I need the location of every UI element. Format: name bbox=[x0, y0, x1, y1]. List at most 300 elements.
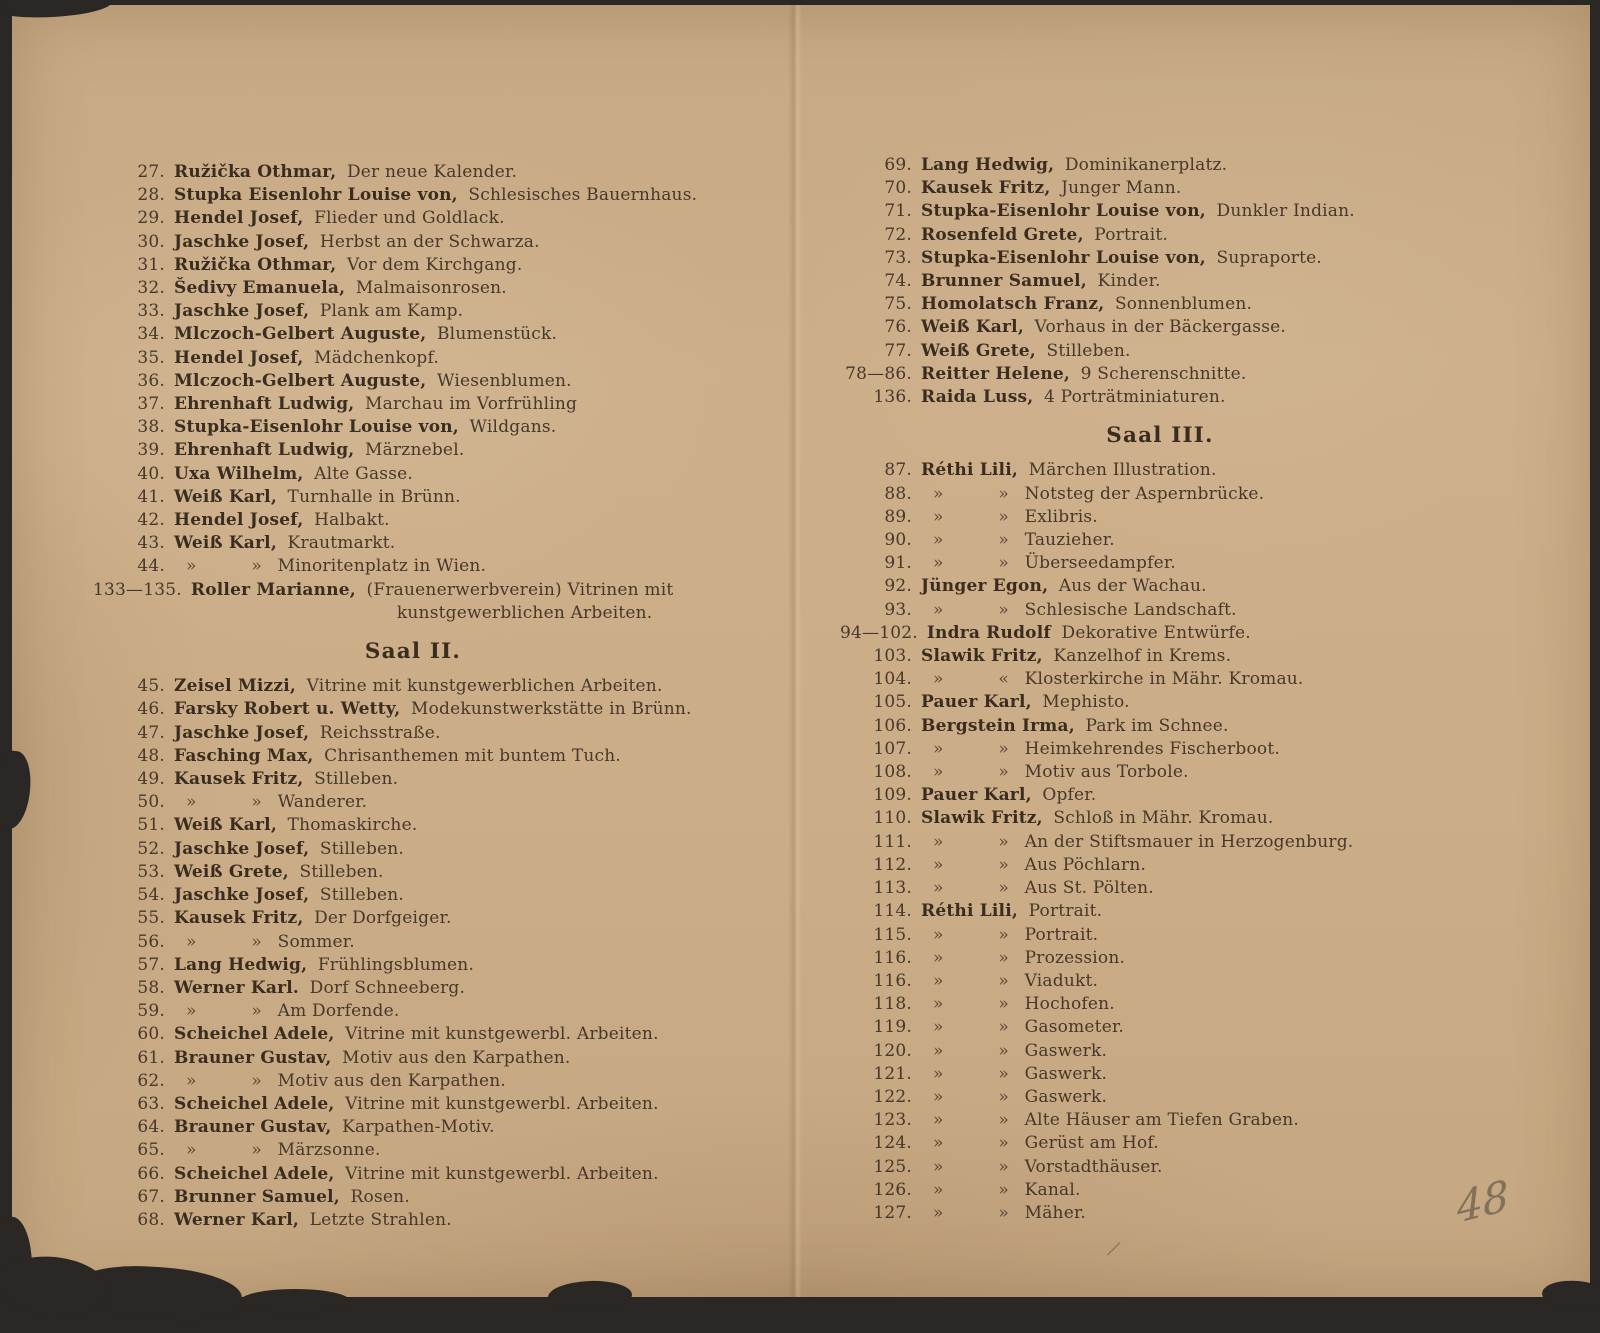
entry-text bbox=[174, 814, 793, 837]
entry-text bbox=[921, 784, 1540, 807]
entry-number: 29. bbox=[137, 208, 165, 229]
work-title: Stilleben. bbox=[1046, 340, 1131, 361]
entry-text bbox=[921, 947, 1540, 970]
ditto-mark: » bbox=[998, 831, 1009, 852]
entry-number: 93. bbox=[884, 599, 912, 620]
ditto-mark: » bbox=[933, 530, 944, 551]
ditto-marks bbox=[921, 599, 1009, 622]
ditto-mark: » bbox=[933, 1063, 944, 1084]
ditto-mark: » bbox=[933, 1202, 944, 1223]
entry-number: 94—102. bbox=[840, 622, 918, 643]
entry-text bbox=[921, 691, 1540, 714]
work-title: Vitrine mit kunstgewerbl. Arbeiten. bbox=[345, 1093, 659, 1114]
entry-text bbox=[174, 300, 793, 323]
entry-number: 43. bbox=[137, 533, 165, 554]
catalog-entry bbox=[93, 1047, 793, 1070]
entry-text bbox=[921, 738, 1540, 761]
entry-number: 52. bbox=[137, 838, 165, 859]
ditto-mark: » bbox=[186, 792, 197, 813]
entry-number: 76. bbox=[884, 317, 912, 338]
ditto-mark: » bbox=[998, 878, 1009, 899]
catalog-entry bbox=[840, 715, 1540, 738]
artist-name: Hendel Josef, bbox=[174, 208, 304, 229]
entry-text bbox=[174, 416, 793, 439]
torn-edge bbox=[548, 1280, 633, 1313]
ditto-marks bbox=[921, 1063, 1009, 1086]
work-title: Vitrine mit kunstgewerbl. Arbeiten. bbox=[345, 1163, 659, 1184]
work-title: Dorf Schneeberg. bbox=[309, 977, 466, 998]
entry-text bbox=[921, 293, 1540, 316]
entry-number: 78—86. bbox=[845, 363, 912, 384]
catalog-entry bbox=[840, 668, 1540, 691]
artist-name: Weiß Grete, bbox=[174, 861, 289, 882]
ditto-mark: » bbox=[251, 1140, 262, 1161]
ditto-mark: » bbox=[933, 738, 944, 759]
ditto-marks bbox=[921, 877, 1009, 900]
artist-name: Jaschke Josef, bbox=[174, 231, 310, 252]
work-title: Reichsstraße. bbox=[319, 722, 441, 743]
ditto-mark: » bbox=[933, 970, 944, 991]
entry-text bbox=[174, 463, 793, 486]
work-title: Halbakt. bbox=[314, 510, 390, 531]
artist-name: Weiß Grete, bbox=[921, 340, 1036, 361]
entry-number: 115. bbox=[873, 924, 912, 945]
work-title: Märchen Illustration. bbox=[1028, 460, 1217, 481]
catalog-entry bbox=[93, 347, 793, 370]
work-title: Portrait. bbox=[1094, 224, 1168, 245]
entry-number: 88. bbox=[884, 483, 912, 504]
catalog-entry bbox=[840, 877, 1540, 900]
work-title: Märzsonne. bbox=[277, 1140, 381, 1161]
entry-text bbox=[174, 254, 793, 277]
catalog-entry bbox=[93, 370, 793, 393]
catalog-entry bbox=[840, 599, 1540, 622]
entry-number: 63. bbox=[137, 1093, 165, 1114]
ditto-mark: » bbox=[933, 1017, 944, 1038]
entry-text bbox=[174, 207, 793, 230]
ditto-mark: » bbox=[998, 854, 1009, 875]
entry-number: 36. bbox=[137, 370, 165, 391]
catalog-entry bbox=[840, 200, 1540, 223]
catalog-entry bbox=[93, 439, 793, 462]
catalog-entry bbox=[93, 323, 793, 346]
catalog-entry bbox=[840, 1063, 1540, 1086]
ditto-marks bbox=[174, 1000, 262, 1023]
work-title: Krautmarkt. bbox=[287, 533, 396, 554]
entry-number: 111. bbox=[873, 831, 912, 852]
catalog-entry bbox=[840, 293, 1540, 316]
work-title: Motiv aus den Karpathen. bbox=[277, 1070, 507, 1091]
entry-number: 28. bbox=[137, 185, 165, 206]
entry-number: 105. bbox=[873, 692, 912, 713]
entry-number: 35. bbox=[137, 347, 165, 368]
ditto-marks bbox=[921, 506, 1009, 529]
catalog-entry bbox=[93, 1163, 793, 1186]
ditto-marks bbox=[921, 668, 1009, 691]
entry-text bbox=[921, 363, 1540, 386]
entry-number: 39. bbox=[137, 440, 165, 461]
entry-number: 73. bbox=[884, 247, 912, 268]
work-title: Dunkler Indian. bbox=[1216, 201, 1355, 222]
entry-number: 121. bbox=[873, 1063, 912, 1084]
entry-text bbox=[921, 177, 1540, 200]
artist-name: Mlczoch-Gelbert Auguste, bbox=[174, 370, 427, 391]
entry-number: 27. bbox=[137, 162, 165, 182]
ditto-marks bbox=[921, 1109, 1009, 1132]
catalog-entry bbox=[93, 184, 793, 207]
ditto-mark: » bbox=[933, 1086, 944, 1107]
entry-number: 123. bbox=[873, 1110, 912, 1131]
work-title: Portrait. bbox=[1028, 901, 1103, 922]
entry-number: 122. bbox=[873, 1086, 912, 1107]
ditto-marks bbox=[921, 1179, 1009, 1202]
entry-number: 44. bbox=[137, 556, 165, 577]
paper-sheet bbox=[12, 5, 1590, 1297]
work-title: Marchau im Vorfrühling bbox=[365, 394, 578, 415]
work-title: Aus St. Pölten. bbox=[1024, 878, 1154, 899]
section-heading: Saal III. bbox=[1106, 423, 1214, 449]
catalog-entry bbox=[93, 884, 793, 907]
catalog-entry bbox=[93, 555, 793, 578]
ditto-mark: » bbox=[998, 947, 1009, 968]
entry-number: 68. bbox=[137, 1209, 165, 1230]
entry-text bbox=[921, 1086, 1540, 1109]
work-title: An der Stiftsmauer in Herzogenburg. bbox=[1024, 831, 1354, 852]
artist-name: Rosenfeld Grete, bbox=[921, 224, 1084, 245]
entry-text bbox=[921, 1040, 1540, 1063]
catalog-entry bbox=[93, 907, 793, 930]
ditto-mark: » bbox=[186, 1070, 197, 1091]
entry-number: 47. bbox=[137, 722, 165, 743]
entry-number: 74. bbox=[884, 271, 912, 292]
artist-name: Jaschke Josef, bbox=[174, 885, 310, 906]
catalog-entry bbox=[840, 529, 1540, 552]
work-title: Modekunstwerkstätte in Brünn. bbox=[410, 699, 692, 720]
work-title: Plank am Kamp. bbox=[319, 301, 464, 322]
work-title: Vorstadthäuser. bbox=[1024, 1156, 1163, 1177]
entry-number: 77. bbox=[884, 340, 912, 361]
ditto-mark: » bbox=[251, 931, 262, 952]
catalog-entry bbox=[840, 947, 1540, 970]
work-title: Wildgans. bbox=[469, 417, 557, 438]
ditto-marks bbox=[921, 761, 1009, 784]
entry-text bbox=[921, 924, 1540, 947]
artist-name: Slawik Fritz, bbox=[921, 808, 1043, 829]
catalog-entry bbox=[93, 1000, 793, 1023]
entry-number: 70. bbox=[884, 178, 912, 199]
ditto-mark: » bbox=[186, 1140, 197, 1161]
entry-text bbox=[174, 555, 793, 578]
entry-text bbox=[174, 722, 793, 745]
entry-text bbox=[191, 579, 793, 625]
catalog-entry bbox=[840, 154, 1540, 177]
entry-text bbox=[174, 977, 793, 1000]
work-title: Heimkehrendes Fischerboot. bbox=[1024, 738, 1280, 759]
artist-name: Kausek Fritz, bbox=[174, 908, 304, 929]
entry-text bbox=[921, 970, 1540, 993]
ditto-mark: » bbox=[933, 854, 944, 875]
entry-text bbox=[921, 1016, 1540, 1039]
entry-text bbox=[921, 1132, 1540, 1155]
catalog-entry bbox=[840, 316, 1540, 339]
entry-number: 109. bbox=[873, 785, 912, 806]
catalog-column-right bbox=[840, 154, 1540, 1232]
ditto-mark: » bbox=[998, 994, 1009, 1015]
entry-text bbox=[921, 900, 1540, 923]
torn-edge bbox=[0, 0, 113, 20]
entry-text bbox=[174, 838, 793, 861]
catalog-entry bbox=[840, 552, 1540, 575]
work-title: Portrait. bbox=[1024, 924, 1099, 945]
work-title: Minoritenplatz in Wien. bbox=[277, 556, 487, 577]
torn-edge bbox=[1541, 1278, 1600, 1314]
entry-number: 54. bbox=[137, 885, 165, 906]
work-title: Letzte Strahlen. bbox=[309, 1209, 452, 1230]
entry-text bbox=[921, 1179, 1540, 1202]
entry-text bbox=[174, 675, 793, 698]
work-title: Mädchenkopf. bbox=[314, 347, 439, 368]
catalog-entry bbox=[840, 691, 1540, 714]
work-title: Notsteg der Aspernbrücke. bbox=[1024, 483, 1265, 504]
work-title: Kanzelhof in Krems. bbox=[1053, 646, 1232, 667]
entry-text bbox=[921, 316, 1540, 339]
work-title: Flieder und Goldlack. bbox=[314, 208, 505, 229]
entry-number: 90. bbox=[884, 530, 912, 551]
catalog-entry bbox=[840, 1156, 1540, 1179]
entry-number: 56. bbox=[137, 931, 165, 952]
catalog-entry bbox=[840, 761, 1540, 784]
entry-text bbox=[174, 861, 793, 884]
catalog-entry bbox=[840, 807, 1540, 830]
ditto-mark: » bbox=[998, 1179, 1009, 1200]
work-title: Turnhalle in Brünn. bbox=[287, 486, 461, 507]
artist-name: Jünger Egon, bbox=[921, 576, 1049, 597]
artist-name: Ehrenhaft Ludwig, bbox=[174, 394, 355, 415]
artist-name: Bergstein Irma, bbox=[921, 715, 1075, 736]
catalog-entry bbox=[93, 1093, 793, 1116]
ditto-mark: » bbox=[998, 1202, 1009, 1223]
ditto-marks bbox=[921, 993, 1009, 1016]
catalog-column-left bbox=[93, 161, 793, 1232]
catalog-content bbox=[93, 155, 1540, 1232]
ditto-mark: » bbox=[933, 878, 944, 899]
ditto-mark: » bbox=[251, 556, 262, 577]
ditto-mark: » bbox=[933, 762, 944, 783]
catalog-entry bbox=[840, 900, 1540, 923]
ditto-mark: » bbox=[933, 506, 944, 527]
catalog-entry bbox=[93, 791, 793, 814]
work-title: Vor dem Kirchgang. bbox=[346, 254, 523, 275]
work-title: Mephisto. bbox=[1042, 692, 1130, 713]
entry-text bbox=[174, 370, 793, 393]
catalog-entry bbox=[840, 993, 1540, 1016]
catalog-entry bbox=[840, 459, 1540, 482]
ditto-mark: « bbox=[998, 669, 1009, 690]
entry-number: 40. bbox=[137, 463, 165, 484]
entry-number: 119. bbox=[873, 1017, 912, 1038]
entry-text bbox=[174, 1163, 793, 1186]
catalog-entry bbox=[93, 861, 793, 884]
artist-name: Zeisel Mizzi, bbox=[174, 676, 297, 697]
ditto-mark: » bbox=[998, 1133, 1009, 1154]
entry-number: 33. bbox=[137, 301, 165, 322]
work-title: Motiv aus den Karpathen. bbox=[342, 1047, 571, 1068]
entry-text bbox=[174, 698, 793, 721]
entry-text bbox=[921, 200, 1540, 223]
entry-text bbox=[921, 247, 1540, 270]
ditto-mark: » bbox=[998, 738, 1009, 759]
ditto-marks bbox=[921, 924, 1009, 947]
artist-name: Stupka-Eisenlohr Louise von, bbox=[921, 201, 1206, 222]
catalog-entry bbox=[93, 254, 793, 277]
entry-number: 67. bbox=[137, 1186, 165, 1207]
artist-name: Scheichel Adele, bbox=[174, 1163, 335, 1184]
work-title: Vitrine mit kunstgewerbl. Arbeiten. bbox=[345, 1024, 659, 1045]
artist-name: Indra Rudolf bbox=[926, 622, 1051, 643]
artist-name: Scheichel Adele, bbox=[174, 1024, 335, 1045]
work-title: Prozession. bbox=[1024, 947, 1126, 968]
entry-text bbox=[921, 877, 1540, 900]
catalog-entry bbox=[93, 463, 793, 486]
entry-text bbox=[174, 231, 793, 254]
entry-number: 59. bbox=[137, 1001, 165, 1022]
work-title: Herbst an der Schwarza. bbox=[319, 231, 540, 252]
artist-name: Lang Hedwig, bbox=[921, 155, 1055, 175]
ditto-marks bbox=[921, 970, 1009, 993]
catalog-entry bbox=[840, 247, 1540, 270]
work-title: Dekorative Entwürfe. bbox=[1061, 622, 1251, 643]
ditto-marks bbox=[174, 1070, 262, 1093]
work-title: 9 Scherenschnitte. bbox=[1080, 363, 1247, 384]
catalog-entry bbox=[840, 924, 1540, 947]
artist-name: Farsky Robert u. Wetty, bbox=[174, 699, 401, 720]
artist-name: Hendel Josef, bbox=[174, 347, 304, 368]
work-title: 4 Porträtminiaturen. bbox=[1044, 387, 1226, 408]
catalog-entry bbox=[93, 768, 793, 791]
catalog-entry bbox=[840, 483, 1540, 506]
ditto-mark: » bbox=[998, 1017, 1009, 1038]
entry-text bbox=[927, 622, 1540, 645]
work-title: Der neue Kalender. bbox=[346, 162, 518, 182]
work-title: Mäher. bbox=[1024, 1202, 1087, 1223]
catalog-entry bbox=[93, 1186, 793, 1209]
entry-text bbox=[921, 1063, 1540, 1086]
artist-name: Ružička Othmar, bbox=[174, 254, 337, 275]
catalog-entry bbox=[840, 340, 1540, 363]
artist-name: Lang Hedwig, bbox=[174, 954, 308, 975]
catalog-entry bbox=[93, 698, 793, 721]
artist-name: Jaschke Josef, bbox=[174, 722, 310, 743]
catalog-entry bbox=[840, 1040, 1540, 1063]
entry-number: 127. bbox=[873, 1202, 912, 1223]
torn-edge bbox=[0, 749, 35, 831]
entry-text bbox=[174, 1209, 793, 1232]
entry-text bbox=[921, 1109, 1540, 1132]
catalog-entry bbox=[93, 579, 793, 625]
catalog-entry bbox=[840, 224, 1540, 247]
catalog-entry bbox=[840, 1202, 1540, 1225]
catalog-entry bbox=[840, 645, 1540, 668]
catalog-entry bbox=[840, 363, 1540, 386]
artist-name: Weiß Karl, bbox=[174, 815, 277, 836]
entry-text bbox=[174, 532, 793, 555]
work-title: Schlesisches Bauernhaus. bbox=[468, 185, 698, 206]
entry-text bbox=[174, 907, 793, 930]
entry-number: 53. bbox=[137, 861, 165, 882]
ditto-marks bbox=[921, 831, 1009, 854]
ditto-mark: » bbox=[933, 1040, 944, 1061]
entry-text bbox=[921, 386, 1540, 409]
entry-text bbox=[921, 270, 1540, 293]
catalog-entry bbox=[840, 784, 1540, 807]
catalog-entry bbox=[840, 738, 1540, 761]
work-title: Kanal. bbox=[1024, 1179, 1081, 1200]
entry-number: 120. bbox=[873, 1040, 912, 1061]
catalog-entry bbox=[93, 814, 793, 837]
work-title: Gaswerk. bbox=[1024, 1086, 1108, 1107]
ditto-marks bbox=[921, 947, 1009, 970]
work-title: Der Dorfgeiger. bbox=[314, 908, 452, 929]
entry-number: 62. bbox=[137, 1070, 165, 1091]
ditto-marks bbox=[921, 1040, 1009, 1063]
entry-number: 48. bbox=[137, 745, 165, 766]
entry-text bbox=[174, 884, 793, 907]
artist-name: Hendel Josef, bbox=[174, 510, 304, 531]
work-title: Aus der Wachau. bbox=[1058, 576, 1207, 597]
ditto-mark: » bbox=[933, 1133, 944, 1154]
entry-number: 124. bbox=[873, 1133, 912, 1154]
entry-text bbox=[174, 393, 793, 416]
catalog-entry bbox=[93, 161, 793, 184]
artist-name: Weiß Karl, bbox=[174, 486, 277, 507]
work-title: Sonnenblumen. bbox=[1114, 294, 1253, 315]
artist-name: Pauer Karl, bbox=[921, 692, 1032, 713]
entry-number: 71. bbox=[884, 201, 912, 222]
entry-number: 89. bbox=[884, 506, 912, 527]
artist-name: Weiß Karl, bbox=[174, 533, 277, 554]
entry-text bbox=[174, 1047, 793, 1070]
work-title: Sommer. bbox=[277, 931, 355, 952]
artist-name: Weiß Karl, bbox=[921, 317, 1024, 338]
ditto-mark: » bbox=[998, 762, 1009, 783]
artist-name: Scheichel Adele, bbox=[174, 1093, 335, 1114]
catalog-entry bbox=[93, 509, 793, 532]
entry-number: 66. bbox=[137, 1163, 165, 1184]
ditto-marks bbox=[174, 931, 262, 954]
entry-text bbox=[921, 529, 1540, 552]
entry-number: 133—135. bbox=[93, 579, 182, 600]
ditto-mark: » bbox=[998, 553, 1009, 574]
ditto-mark: » bbox=[933, 831, 944, 852]
entry-number: 38. bbox=[137, 417, 165, 438]
work-title: Chrisanthemen mit buntem Tuch. bbox=[324, 745, 622, 766]
ditto-mark: » bbox=[933, 1179, 944, 1200]
artist-name: Stupka-Eisenlohr Louise von, bbox=[921, 247, 1206, 268]
work-title: Opfer. bbox=[1042, 785, 1097, 806]
catalog-entry bbox=[93, 931, 793, 954]
work-title: Hochofen. bbox=[1024, 994, 1115, 1015]
catalog-entry bbox=[93, 675, 793, 698]
entry-number: 37. bbox=[137, 394, 165, 415]
ditto-mark: » bbox=[998, 506, 1009, 527]
ditto-mark: » bbox=[933, 947, 944, 968]
work-title: Supraporte. bbox=[1216, 247, 1323, 268]
entry-number: 69. bbox=[884, 155, 912, 175]
artist-name: Werner Karl. bbox=[174, 977, 300, 998]
artist-name: Réthi Lili, bbox=[921, 460, 1018, 481]
entry-text bbox=[921, 224, 1540, 247]
catalog-entry bbox=[840, 270, 1540, 293]
